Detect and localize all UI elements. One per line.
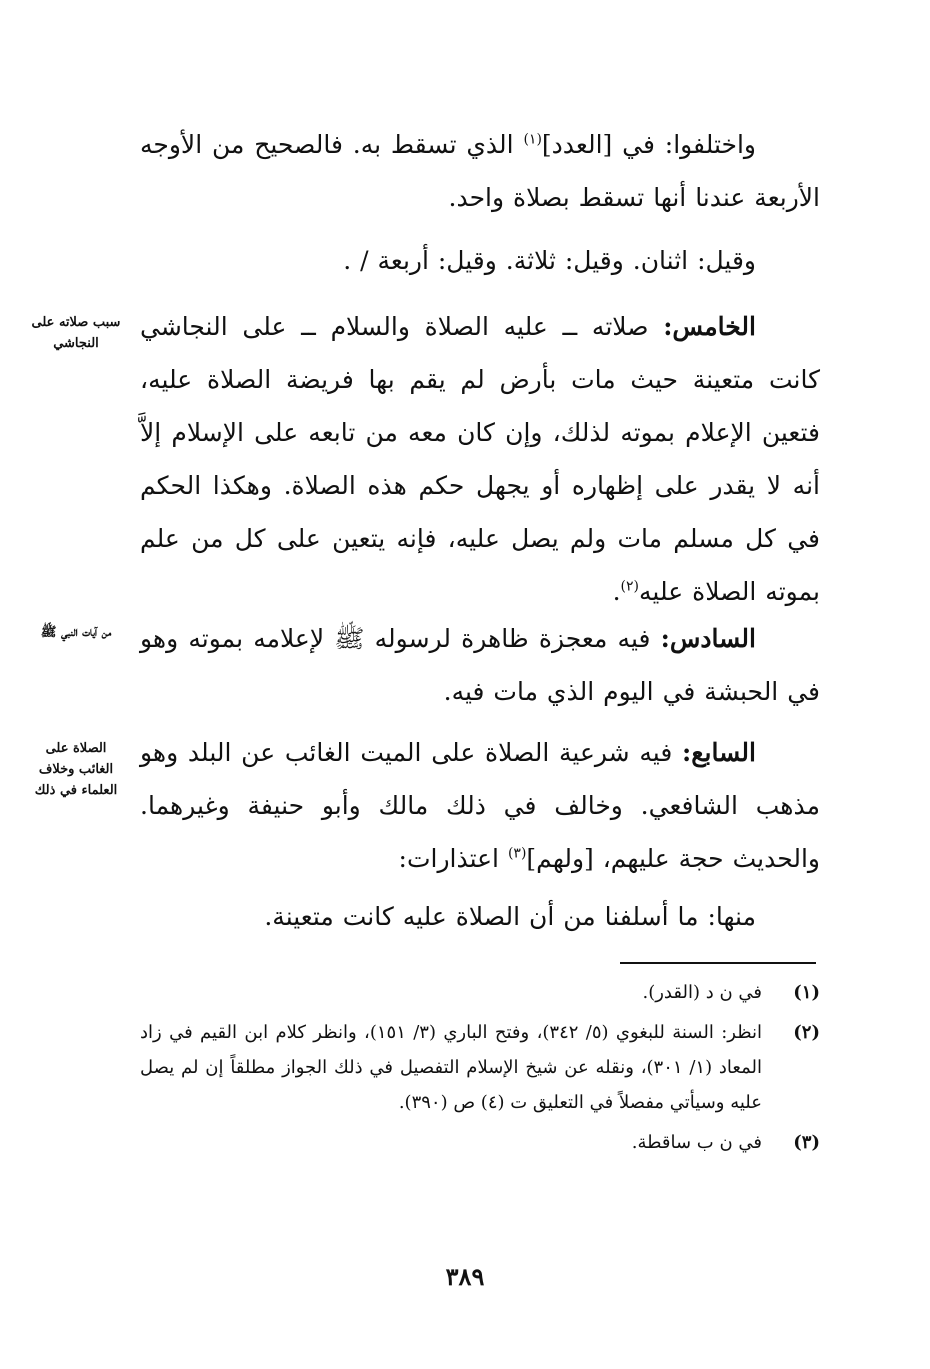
paragraph-segment: اعتذارات: bbox=[398, 844, 508, 873]
margin-note-miracle: من آيات النبي ﷺ bbox=[40, 625, 112, 640]
paragraph-text bbox=[140, 726, 820, 885]
footnote-text: في ن ب ساقطة. bbox=[631, 1132, 762, 1153]
paragraph-segment: الذي تسقط به. فالصحيح من الأوجه الأربعة عندنا أنها تسقط بصلاة واحد. bbox=[140, 130, 820, 212]
paragraph-segment: واختلفوا: في [العدد] bbox=[541, 130, 756, 159]
footnote-ref-2[interactable]: (٢) bbox=[620, 578, 640, 595]
footnote-text: انظر: السنة للبغوي (٥/ ٣٤٢)، وفتح الباري (٣/ ١٥١)، وانظر كلام ابن القيم في زاد المعاد (١/ ٣٠١)، ونقله عن شيخ الإسلام التفصيل في ذلك الجواز مطلقاً إن لم يصل عليه وسيأتي مفصلاً في التعليق ت (٤) ص (٣٩٠). bbox=[140, 1022, 762, 1113]
paragraph-text bbox=[140, 118, 820, 224]
footnote-text: في ن د (القدر). bbox=[642, 982, 762, 1003]
footnote-1 bbox=[140, 975, 820, 1010]
paragraph-segment: فيه معجزة ظاهرة لرسوله ﷺ لإعلامه بموته وهو في الحبشة في اليوم الذي مات فيه. bbox=[140, 624, 820, 706]
paragraph-text: وقيل: اثنان. وقيل: ثلاثة. وقيل: أربعة / . bbox=[343, 246, 756, 275]
paragraph-fifth bbox=[140, 300, 820, 618]
paragraph-segment: فيه شرعية الصلاة على الميت الغائب عن البلد وهو مذهب الشافعي. وخالف في ذلك مالك وأبو حنيفة وغيرهما. والحديث حجة عليهم، [ولهم] bbox=[140, 738, 820, 873]
page-number: ٣٨٩ bbox=[445, 1262, 485, 1291]
paragraph-text bbox=[140, 300, 820, 618]
footnote-separator bbox=[620, 962, 816, 964]
footnote-number: (١) bbox=[793, 982, 820, 1003]
paragraph-other-opinions bbox=[140, 234, 820, 287]
footnote-3 bbox=[140, 1125, 820, 1160]
paragraph-first-excuse bbox=[140, 890, 820, 943]
paragraph-sixth bbox=[140, 612, 820, 718]
paragraph-text bbox=[140, 612, 820, 718]
footnote-2 bbox=[140, 1015, 820, 1120]
footnote-number: (٣) bbox=[793, 1132, 820, 1153]
footnote-ref-1[interactable]: (١) bbox=[523, 131, 542, 148]
margin-note-najashi: سبب صلاته على النجاشي bbox=[31, 315, 121, 351]
paragraph-text: منها: ما أسلفنا من أن الصلاة عليه كانت متعينة. bbox=[264, 902, 756, 931]
paragraph-seventh bbox=[140, 726, 820, 885]
footnotes bbox=[140, 975, 820, 1165]
footnote-ref-3[interactable]: (٣) bbox=[507, 845, 527, 862]
margin-note-absent-prayer: الصلاة على الغائب وخلاف العلماء في ذلك bbox=[34, 741, 118, 798]
footnote-number: (٢) bbox=[793, 1022, 820, 1043]
paragraph-lead-word: السابع: bbox=[682, 738, 756, 767]
paragraph-lead-word: السادس: bbox=[660, 624, 756, 653]
paragraph-segment: صلاته ــ عليه الصلاة والسلام ــ على النجاشي كانت متعينة حيث مات بأرض لم يقم بها فريضة الصلاة عليه، فتعين الإعلام بموته لذلك، وإن كان معه من تابعه على الإسلام إلاَّ أنه لا يقدر على إظهاره أو يجهل حكم هذه الصلاة. وهكذا الحكم في كل مسلم مات ولم يصل عليه، فإنه يتعين على كل من علم بموته الصلاة عليه bbox=[140, 312, 820, 606]
paragraph-segment: . bbox=[612, 577, 621, 606]
paragraph-number-of-prayers bbox=[140, 118, 820, 224]
paragraph-lead-word: الخامس: bbox=[663, 312, 756, 341]
